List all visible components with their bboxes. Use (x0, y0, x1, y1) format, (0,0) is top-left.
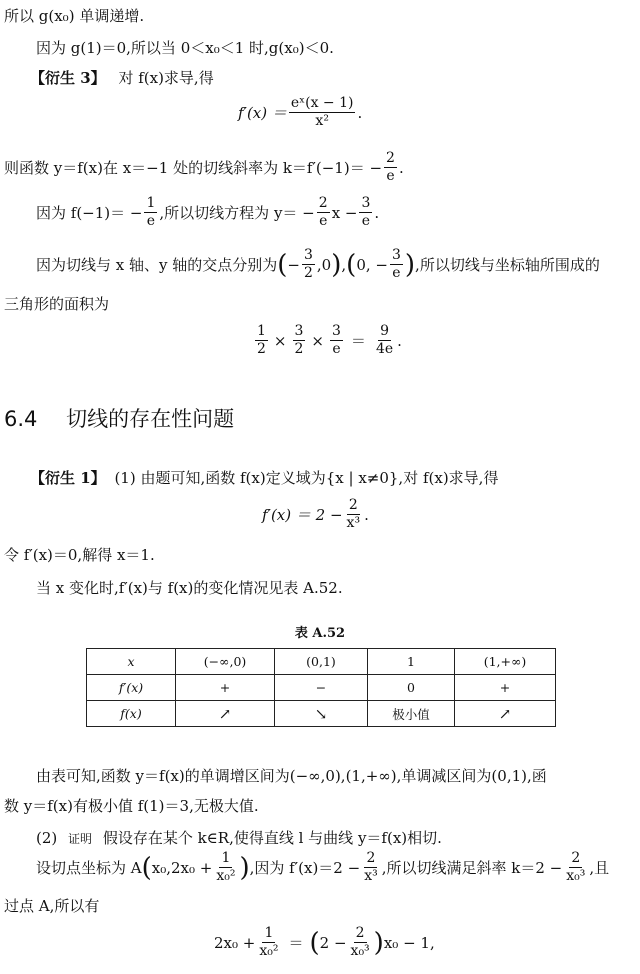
text-line: 三角形的面积为 (4, 295, 110, 313)
fraction (374, 323, 395, 358)
section-number: 6.4 (4, 407, 38, 431)
fraction (302, 247, 315, 282)
denominator: e (146, 213, 156, 229)
numerator: 2 (348, 497, 358, 513)
table-cell: f′(x) (87, 675, 176, 701)
denominator: x₀³ (350, 943, 370, 959)
table-cell: + (455, 675, 556, 701)
punct: . (364, 505, 369, 524)
derive-3-heading (30, 68, 214, 88)
increase-arrow-icon: ↗ (218, 704, 232, 723)
table-cell (176, 701, 275, 727)
equation-derivative (238, 95, 362, 130)
section-heading (4, 403, 234, 433)
table-row (87, 701, 556, 727)
fraction (317, 195, 330, 230)
numerator: 3 (391, 247, 401, 263)
text-line-intercepts: 因为切线与 x 轴、y 轴的交点分别为 ( − $\frac{3}{2}$ ,0 ) , ( 0, − $\frac{3}{e}$ ) ,所以切线与坐标轴所围成的 (36, 247, 600, 281)
derive-tag: 【衍生 1】 (30, 469, 106, 487)
text: 则函数 y＝f(x)在 x＝−1 处的切线斜率为 k＝f′(−1)＝ − (4, 159, 383, 177)
variation-table (86, 648, 556, 727)
table-cell (455, 701, 556, 727)
fraction (349, 925, 372, 960)
fraction (362, 850, 380, 885)
text: 2 − (319, 933, 347, 952)
section-title: 切线的存在性问题 (66, 407, 235, 431)
denominator: e (386, 168, 395, 184)
numerator: 2 (386, 150, 395, 166)
numerator: 3 (303, 247, 313, 263)
text: ,所以切线方程为 y＝ − (159, 204, 315, 222)
denominator: e (361, 213, 371, 229)
denominator: x₀³ (566, 868, 586, 884)
text-line-slope (4, 150, 404, 185)
denominator: x₀² (259, 943, 279, 959)
fraction (214, 850, 237, 885)
operator: × (311, 331, 324, 350)
denominator: x³ (364, 868, 378, 884)
table-cell: 极小值 (368, 701, 455, 727)
denominator: x³ (346, 515, 361, 531)
table-cell: (−∞,0) (176, 649, 275, 675)
numerator: 1 (257, 323, 266, 339)
equation-area (253, 323, 402, 358)
numerator: 3 (332, 323, 341, 339)
eq-lhs: f′(x) ＝ 2 − (262, 506, 343, 524)
table-cell (275, 701, 368, 727)
text-line-tangent-point: 设切点坐标为 A ( x₀,2x₀ + $\frac{1}{\text{x₀²}}$ ) ,因为 f′(x)＝2 − $\frac{2}{\text{x³}}$ ,所以切线满足斜率 k＝2 − $\frac{2}{\text{x₀³}}$ ,且 (36, 850, 610, 884)
text: ,且 (589, 859, 610, 877)
text: (2) (36, 829, 58, 847)
decrease-arrow-icon: ↘ (314, 704, 328, 723)
denominator: e (332, 341, 341, 357)
table-cell: − (275, 675, 368, 701)
fraction (255, 323, 268, 358)
fraction (359, 195, 372, 230)
numerator: 1 (264, 925, 274, 941)
text: 假设存在某个 k∈R,使得直线 l 与曲线 y＝f(x)相切. (102, 829, 442, 847)
table-cell: (1,+∞) (455, 649, 556, 675)
punct: . (397, 331, 402, 350)
denominator: 2 (294, 341, 304, 357)
text: ,因为 f′(x)＝2 − (249, 859, 361, 877)
text-line: 过点 A,所以有 (4, 897, 100, 915)
denominator: x₀² (216, 868, 236, 884)
text: 0, − (356, 255, 388, 274)
table-row (87, 649, 556, 675)
text-line: 当 x 变化时,f′(x)与 f(x)的变化情况见表 A.52. (36, 579, 343, 597)
text-line-tangent (36, 195, 379, 230)
numerator: 2 (318, 195, 328, 211)
operator: × (273, 331, 287, 350)
fraction (384, 150, 397, 185)
numerator: 2 (366, 850, 376, 866)
denominator: 4e (375, 341, 394, 357)
text: x₀,2x₀ + (151, 858, 213, 877)
numerator: 9 (380, 323, 389, 339)
numerator: eˣ(x − 1) (290, 95, 354, 111)
punct: . (374, 203, 380, 222)
numerator: 3 (361, 195, 371, 211)
table-caption: 表 A.52 (294, 626, 346, 641)
punct: . (398, 158, 404, 177)
text: − (287, 255, 300, 274)
text-line: 令 f′(x)＝0,解得 x＝1. (4, 546, 155, 564)
proof-line (36, 828, 442, 849)
table-cell: 1 (368, 649, 455, 675)
numerator: 2 (355, 925, 365, 941)
text-line: 因为 g(1)＝0,所以当 0＜x₀＜1 时,g(x₀)＜0. (36, 39, 334, 57)
numerator: 2 (571, 850, 581, 866)
operator: ＝ (288, 934, 304, 952)
derive-tag: 【衍生 3】 (30, 69, 106, 87)
fraction (345, 497, 363, 532)
fraction (144, 195, 157, 230)
numerator: 1 (221, 850, 231, 866)
text-line: 数 y＝f(x)有极小值 f(1)＝3,无极大值. (4, 797, 259, 815)
eq-lhs: f′(x) ＝ (238, 104, 287, 122)
table-cell: + (176, 675, 275, 701)
equation-derivative-2 (262, 497, 369, 532)
equation-tangent-condition: 2x₀ + $\frac{1}{\text{x₀²}}$ ＝ ( 2 − $\frac{2}{\text{x₀³}}$ ) x₀ − 1, (214, 925, 435, 959)
text: 因为切线与 x 轴、y 轴的交点分别为 (36, 256, 278, 274)
proof-tag: 证明 (68, 832, 93, 846)
fraction (257, 925, 280, 960)
increase-arrow-icon: ↗ (498, 704, 512, 723)
text: 因为 f(−1)＝ − (36, 204, 143, 222)
numerator: 1 (146, 195, 156, 211)
table-cell: 0 (368, 675, 455, 701)
text-line: 由表可知,函数 y＝f(x)的单调增区间为(−∞,0),(1,+∞),单调减区间为(0,1),函 (36, 767, 547, 785)
fraction (330, 323, 343, 358)
table-cell: x (87, 649, 176, 675)
table-cell: (0,1) (275, 649, 368, 675)
derive-text: 对 f(x)求导,得 (118, 69, 214, 87)
denominator: 2 (303, 265, 313, 281)
table-row (87, 675, 556, 701)
denominator: 2 (257, 341, 266, 357)
text: x₀ − 1, (383, 933, 435, 952)
fraction (564, 850, 587, 885)
punct: . (357, 103, 363, 122)
fraction (293, 323, 306, 358)
denominator: x² (315, 113, 329, 129)
fraction (390, 247, 403, 282)
text: ,所以切线与坐标轴所围成的 (415, 256, 600, 274)
denominator: e (392, 265, 401, 281)
derive-text: (1) 由题可知,函数 f(x)定义域为{x | x≠0},对 f(x)求导,得 (114, 469, 499, 487)
table-cell: f(x) (87, 701, 176, 727)
text: 设切点坐标为 A (36, 859, 142, 877)
operator: ＝ (350, 332, 366, 350)
numerator: 3 (294, 323, 304, 339)
text: x − (331, 203, 358, 222)
text: ,所以切线满足斜率 k＝2 − (381, 859, 563, 877)
text: ,0 (316, 255, 332, 274)
text: 2x₀ + (214, 933, 256, 952)
fraction (289, 95, 356, 130)
text-line: 所以 g(x₀) 单调递增. (4, 7, 145, 25)
derive-1-heading (30, 468, 498, 488)
denominator: e (319, 213, 328, 229)
